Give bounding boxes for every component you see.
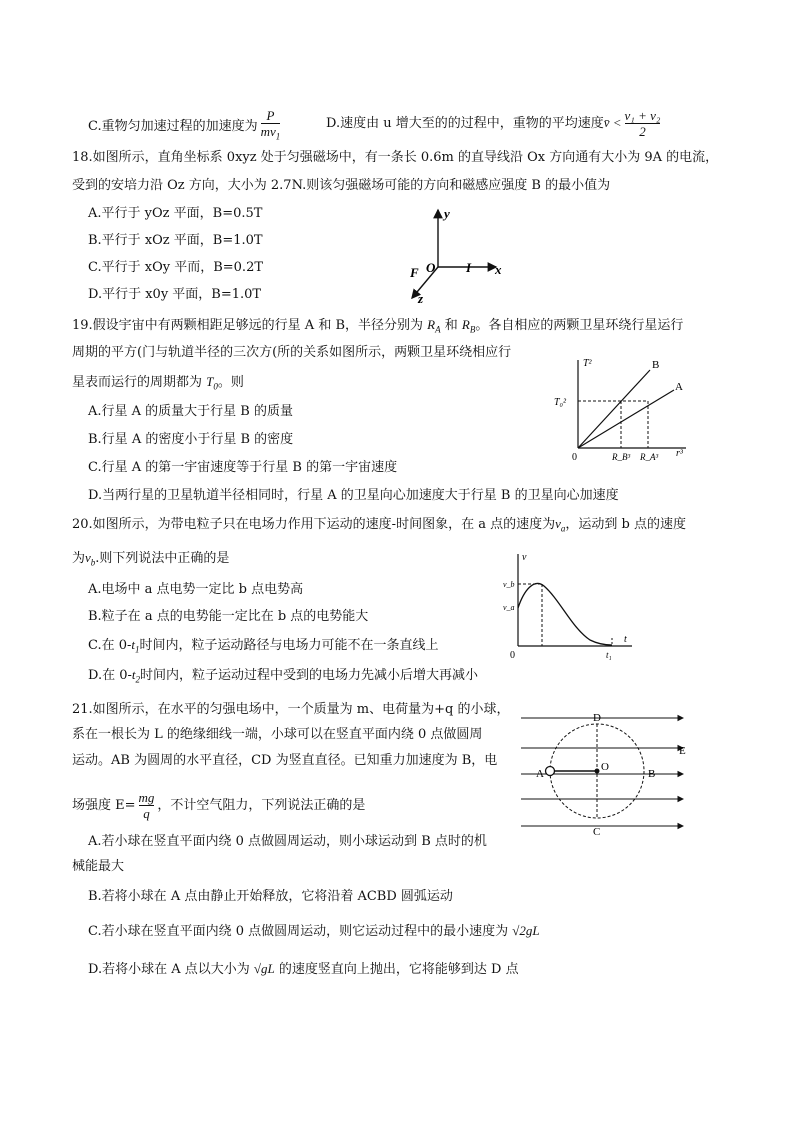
q20-va-label: v_a — [503, 603, 515, 612]
q17-den-sub: 1 — [275, 131, 281, 142]
q18-stem-line1: 18.如图所示，直角坐标系 0xyz 处于匀强磁场中，有一条长 0.6m 的直导线沿 Ox 方向通有大小为 9A 的电流， — [72, 150, 719, 165]
q19-t0sq-label: T₀² — [554, 397, 567, 408]
q21-field-numerator: mg — [138, 790, 155, 805]
q21-stem-line4 — [72, 790, 365, 821]
q19-origin-label: 0 — [572, 452, 577, 463]
q21-ball — [546, 767, 555, 776]
q17-option-d-denominator: 2 — [625, 123, 661, 139]
q20-v-label: v — [522, 552, 527, 563]
q21-stem-line3: 运动。AB 为圆周的水平直径，CD 为竖直直径。已知重力加速度为 B，电 — [72, 753, 498, 768]
q19-line-b — [578, 370, 650, 448]
q20-line1-a: 20.如图所示，为带电粒子只在电场力作用下运动的速度-时间图象，在 a 点的速度为 — [72, 517, 556, 532]
q19-option-c: C.行星 A 的第一宇宙速度等于行星 B 的第一宇宙速度 — [88, 460, 398, 475]
q20-line2-b: .则下列说法中正确的是 — [95, 551, 230, 566]
q20-t-label: t — [624, 634, 627, 645]
q20-origin-label: 0 — [510, 650, 515, 661]
q20-vb: v — [85, 550, 91, 565]
q21-stem-line2: 系在一根长为 L 的绝缘细线一端，小球可以在竖直平面内绕 0 点做圆周 — [72, 727, 483, 742]
q19-rb3-label: R_B³ — [612, 452, 631, 462]
q21-option-d-a: D.若将小球在 A 点以大小为 — [88, 962, 250, 977]
q17-option-d — [326, 108, 663, 139]
q19-line1-b: 。各自相应的两颗卫星环绕行星运行 — [475, 318, 684, 333]
q17-option-d-text: D.速度由 u 增大至的的过程中，重物的平均速度 — [326, 116, 604, 131]
q21-a-label: A — [536, 768, 544, 780]
q20-vb-sub: b — [90, 557, 96, 568]
q19-stem-line3 — [72, 373, 244, 396]
q19-rb-sub: B — [469, 324, 476, 335]
q20-option-c — [88, 636, 439, 659]
q18-option-b: B.平行于 xOz 平面，B=1.0T — [88, 233, 263, 248]
q20-option-d-sub: 2 — [135, 674, 141, 685]
q18-current-label: I — [466, 260, 472, 275]
q20-velocity-curve — [518, 583, 612, 645]
q17-den-mv: mv — [260, 124, 276, 139]
q21-c-label: C — [593, 826, 601, 838]
q19-and: 和 — [444, 318, 458, 333]
q20-vb-label: v_b — [503, 580, 515, 589]
q19-t0: T — [206, 374, 214, 389]
q21-line4-b: ，不计空气阻力，下列说法正确的是 — [157, 798, 366, 813]
q21-o-label: O — [601, 761, 609, 773]
q21-option-c-radical: √2gL — [512, 923, 540, 938]
q19-ra-sub: A — [435, 324, 441, 335]
q19-option-b: B.行星 A 的密度小于行星 B 的密度 — [88, 432, 294, 447]
q19-option-d: D.当两行星的卫星轨道半径相同时，行星 A 的卫星向心加速度大于行星 B 的卫星向心加速度 — [88, 488, 619, 503]
q17-option-d-numerator: v₁ + v₂ — [624, 108, 661, 123]
q19-line1-a: 19.假设宇宙中有两颗相距足够远的行星 A 和 B，半径分别为 — [72, 318, 424, 333]
q19-ra: R — [427, 317, 436, 332]
q21-field-circle-figure — [515, 708, 695, 838]
q20-line2-a: 为 — [72, 551, 86, 566]
q18-axes-figure — [400, 202, 520, 306]
q18-force-label: F — [410, 265, 419, 280]
q21-option-b: B.若将小球在 A 点由静止开始释放，它将沿着 ACBD 圆弧运动 — [88, 889, 453, 904]
q21-option-d-b: 的速度竖直向上抛出，它将能够到达 D 点 — [278, 962, 519, 977]
q19-period-radius-graph — [548, 352, 698, 464]
q18-y-label: y — [444, 206, 450, 221]
q21-e-label: E — [679, 745, 686, 757]
q18-stem-line2: 受到的安培力沿 Oz 方向，大小为 2.7N.则该匀强磁场可能的方向和磁感应强度 B 的最小值为 — [72, 178, 611, 193]
q21-line4-a: 场强度 E= — [72, 798, 136, 813]
q18-option-a: A.平行于 yOz 平面，B=0.5T — [88, 206, 263, 221]
q21-option-d — [88, 960, 519, 979]
q20-option-c-sub: 1 — [135, 644, 140, 655]
q19-line3-a: 星表而运行的周期都为 — [72, 375, 203, 390]
q17-option-c-denominator — [261, 123, 281, 145]
q17-option-d-lhs: v̄ < — [603, 115, 622, 130]
q17-option-d-fraction — [625, 108, 661, 139]
q20-velocity-time-graph — [500, 548, 640, 662]
q17-option-c-fraction — [261, 108, 281, 145]
q21-b-label: B — [648, 768, 656, 780]
q17-option-c — [88, 108, 283, 145]
q18-option-c: C.平行于 xOy 平而，B=0.2T — [88, 260, 264, 275]
q20-option-d-b: 时间内，粒子运动过程中受到的电场力先减小后增大再减小 — [140, 668, 479, 683]
q20-option-c-a: C.在 0- — [88, 638, 132, 653]
q20-option-c-t: t — [131, 637, 136, 652]
q19-t0-sub: 0 — [213, 381, 218, 392]
q20-option-d — [88, 666, 478, 689]
q19-r3-label: r³ — [676, 448, 683, 459]
q21-option-a-line1: A.若小球在竖直平面内绕 0 点做圆周运动，则小球运动到 B 点时的机 — [88, 834, 487, 849]
q20-option-c-b: 时间内，粒子运动路径与电场力可能不在一条直线上 — [139, 638, 439, 653]
q20-option-d-t: t — [131, 667, 136, 682]
q21-option-d-radical: √gL — [253, 961, 275, 976]
q19-stem-line1 — [72, 316, 683, 339]
q21-option-a-line2: 械能最大 — [72, 859, 125, 874]
q19-b-label: B — [652, 359, 660, 371]
q18-origin-label: O — [426, 260, 436, 275]
q20-option-d-a: D.在 0- — [88, 668, 132, 683]
q17-option-c-numerator: P — [266, 108, 275, 123]
q21-field-denominator: q — [139, 805, 155, 821]
q19-line-a — [578, 390, 674, 448]
q19-ra3-label: R_A³ — [640, 452, 659, 462]
q19-rb: R — [461, 317, 470, 332]
q20-t1-label: t₁ — [606, 650, 612, 660]
q20-va: v — [555, 516, 561, 531]
q20-option-a: A.电场中 a 点电势一定比 b 点电势高 — [88, 582, 304, 597]
q18-option-d: D.平行于 x0y 平面，B=1.0T — [88, 287, 262, 302]
q17-option-c-text: C.重物匀加速过程的加速度为 — [88, 118, 258, 134]
q18-z-label: z — [418, 291, 424, 306]
q19-t2-label: T² — [583, 358, 592, 369]
q20-va-sub: a — [560, 523, 566, 534]
q20-line1-b: ，运动到 b 点的速度 — [565, 517, 686, 532]
q20-stem-line1 — [72, 515, 686, 538]
q19-line3-b: 。则 — [217, 375, 244, 390]
q21-option-c-text: C.若小球在竖直平面内绕 0 点做圆周运动，则它运动过程中的最小速度为 — [88, 924, 509, 939]
q21-field-fraction — [139, 790, 155, 821]
q18-x-label: x — [495, 262, 502, 277]
q21-d-label: D — [593, 712, 601, 724]
q20-option-b: B.粒子在 a 点的电势能一定比在 b 点的电势能大 — [88, 609, 369, 624]
q19-stem-line2: 周期的平方(门与轨道半径的三次方(所的关系如图所示，两颗卫星环绕相应行 — [72, 345, 512, 360]
q20-stem-line2 — [72, 549, 229, 572]
q19-a-label: A — [675, 381, 683, 393]
q21-option-c — [88, 922, 540, 941]
q21-center-point — [595, 769, 600, 774]
q19-option-a: A.行星 A 的质量大于行星 B 的质量 — [88, 404, 293, 419]
q21-stem-line1: 21.如图所示，在水平的匀强电场中，一个质量为 m、电荷量为+q 的小球， — [72, 702, 510, 717]
